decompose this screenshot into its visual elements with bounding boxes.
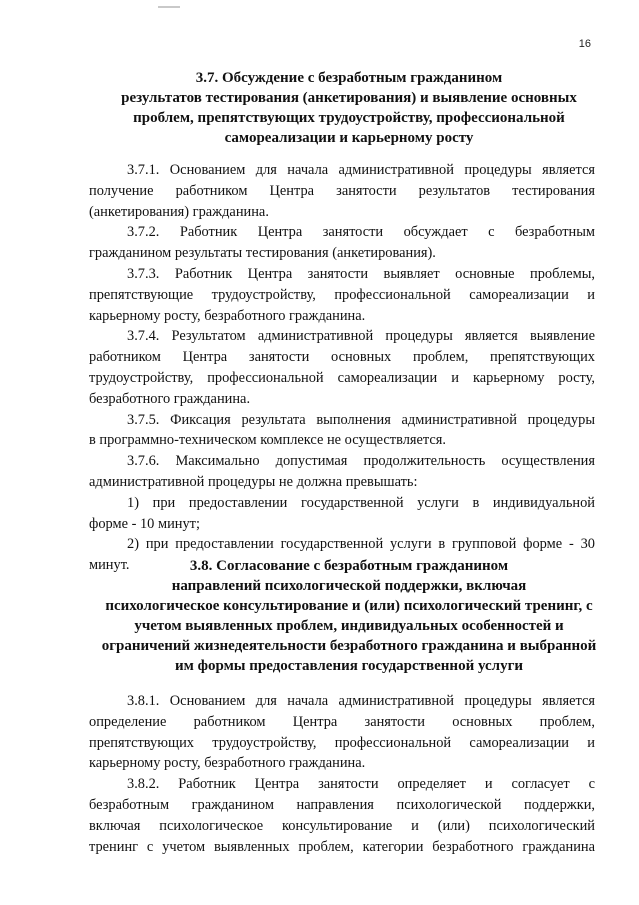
paragraph-line: 2) при предоставлении государственной услуги в групповой форме - 30 [127,536,595,553]
paragraph-line: минут. [89,557,130,574]
paragraph-line: работником Центра занятости основных проблем, препятствующих [89,349,595,366]
section-3-7-heading [88,68,610,148]
paragraph-line: 3.7.6. Максимально допустимая продолжительность осуществления [127,453,595,470]
paragraph-line: включая психологическое консультирование и (или) психологический [89,817,595,834]
paragraph-line: карьерному росту, безработного гражданина. [89,755,366,772]
paragraph-line: 3.8.1. Основанием для начала административной процедуры является [127,693,595,709]
paragraph-line: получение работником Центра занятости результатов тестирования [89,182,595,199]
paragraph-line: гражданином результаты тестирования (анкетирования). [89,245,436,262]
paragraph-line: административной процедуры не должна превышать: [89,473,418,490]
heading-line: проблем, препятствующих трудоустройству, профессиональной [133,110,565,126]
heading-line: 3.7. Обсуждение с безработным гражданином [195,70,503,86]
paragraph-line: форме - 10 минут; [89,515,200,532]
paragraph-line: 3.7.4. Результатом административной процедуры является выявление [127,328,595,345]
heading-line: самореализации и карьерному росту [224,130,474,146]
paragraph-line: безработного гражданина. [89,390,251,407]
paragraph-line: (анкетирования) гражданина. [89,203,269,220]
paragraph-line: тренинг с учетом выявленных проблем, категории безработного гражданина [89,838,595,855]
section-3-8-heading [88,556,610,676]
paragraph-line: 3.8.2. Работник Центра занятости определяет и согласует с [127,776,595,793]
heading-line: психологическое консультирование и (или) психологический тренинг, с [105,598,593,614]
page-number: 16 [578,38,591,50]
heading-line: 3.8. Согласование с безработным гражданином [189,558,509,574]
paragraph-line: определение работником Центра занятости основных проблем, [89,713,595,730]
paragraph-line: 3.7.5. Фиксация результата выполнения административной процедуры [127,411,595,428]
paragraph-line: 3.7.1. Основанием для начала административной процедуры является [127,162,595,178]
heading-line: учетом выявленных проблем, индивидуальных особенностей и [134,618,564,634]
paragraph-line: 3.7.2. Работник Центра занятости обсуждает с безработным [127,224,595,241]
paragraph-line: в программно-техническом комплексе не осуществляется. [89,432,446,449]
section-3-7-body [89,160,595,576]
paragraph-line: карьерному росту, безработного гражданина. [89,307,366,324]
heading-line: результатов тестирования (анкетирования) и выявление основных [121,90,577,106]
heading-line: направлений психологической поддержки, включая [171,578,527,594]
scan-mark [158,6,180,8]
paragraph-line: 3.7.3. Работник Центра занятости выявляет основные проблемы, [127,265,595,282]
section-3-8-body [89,691,595,857]
paragraph-line: трудоустройству, профессиональной самореализации и карьерному росту, [89,369,595,386]
paragraph-line: препятствующих трудоустройству, профессиональной самореализации и [89,734,595,751]
paragraph-line: 1) при предоставлении государственной услуги в индивидуальной [127,494,595,511]
paragraph-line: безработным гражданином направления психологической поддержки, [89,796,595,813]
heading-line: им формы предоставления государственной услуги [174,658,524,674]
heading-line: ограничений жизнедеятельности безработного гражданина и выбранной [101,638,597,654]
paragraph-line: препятствующие трудоустройству, профессиональной самореализации и [89,286,595,303]
